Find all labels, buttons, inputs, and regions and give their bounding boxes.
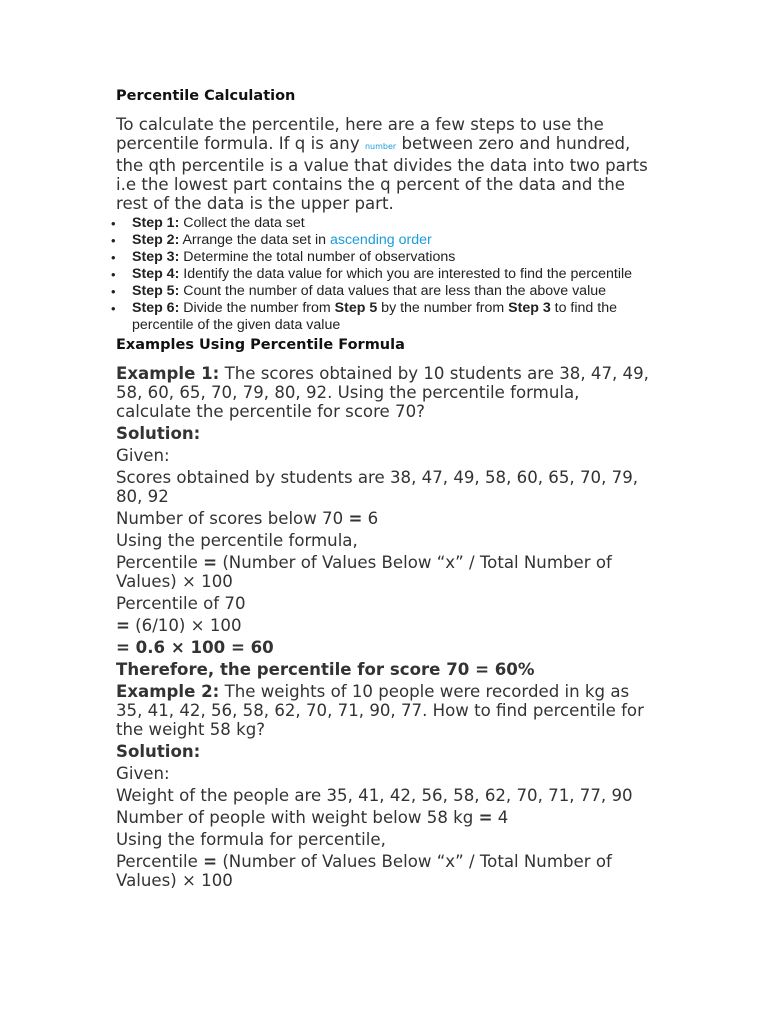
section-heading-examples: Examples Using Percentile Formula	[116, 337, 405, 353]
number-link[interactable]: number	[364, 142, 397, 151]
given-label: Given:	[116, 446, 170, 465]
weights-line: Weight of the people are 35, 41, 42, 56, 58, 62, 70, 71, 77, 90	[116, 786, 633, 805]
list-item	[132, 283, 656, 300]
intro-paragraph	[116, 115, 656, 213]
example-label: Example 2:	[116, 682, 220, 701]
list-item	[132, 232, 656, 249]
using-formula-line: Using the formula for percentile,	[116, 830, 386, 849]
calculation-line	[116, 616, 656, 635]
given-label: Given:	[116, 764, 170, 783]
intro-text-end: between zero and hundred, the qth percentile is a value that divides the data into two parts i.e the lowest part contains the q percent of the data and the rest of the data is the upper part.	[116, 134, 648, 213]
scores-line: Scores obtained by students are 38, 47, 49, 58, 60, 65, 70, 79, 80, 92	[116, 468, 639, 506]
example-1	[116, 364, 656, 679]
step-label: Step 3:	[132, 249, 180, 265]
step-ref: Step 5	[334, 300, 378, 316]
solution-label: Solution:	[116, 742, 201, 761]
line-text: (Number of Values Below “x” / Total Number of Values) × 100	[116, 852, 612, 890]
ascending-order-link[interactable]: ascending order	[329, 232, 432, 248]
steps-list	[116, 215, 656, 334]
step-ref: Step 3	[508, 300, 551, 316]
equals-sign: =	[478, 808, 493, 827]
percentile-of-line: Percentile of 70	[116, 594, 246, 613]
example-text: The weights of 10 people were recorded in kg as 35, 41, 42, 56, 58, 62, 70, 71, 90, 77. How to find percentile for the weight 58 kg?	[116, 682, 644, 739]
example-text: The scores obtained by 10 students are 38, 47, 49, 58, 60, 65, 70, 79, 80, 92. Using the percentile formula, calculate the percentile for score 70?	[116, 364, 649, 421]
step-label: Step 5:	[132, 283, 180, 299]
line-text: Number of scores below 70	[116, 509, 349, 528]
step-text: to find the percentile of the given data value	[132, 300, 617, 333]
line-text: Percentile	[116, 553, 204, 572]
list-item	[132, 266, 656, 283]
line-text: (6/10) × 100	[129, 616, 242, 635]
formula-line	[116, 852, 656, 890]
step-text: Arrange the data set in	[179, 232, 330, 248]
intro-text-start: To calculate the percentile, here are a few steps to use the percentile formula. If q is any	[116, 115, 604, 153]
below-count-line	[116, 808, 656, 827]
step-label: Step 4:	[132, 266, 180, 282]
step-text: Divide the number from	[179, 300, 335, 316]
using-formula-line: Using the percentile formula,	[116, 531, 358, 550]
equals-sign: =	[203, 852, 218, 871]
example-2	[116, 682, 656, 890]
step-label: Step 1:	[132, 215, 180, 231]
example-label: Example 1:	[116, 364, 220, 383]
example-1-question	[116, 364, 656, 421]
result-line: = 0.6 × 100 = 60	[116, 638, 274, 657]
formula-line	[116, 553, 656, 591]
step-text: Determine the total number of observations	[179, 249, 456, 265]
line-text: Percentile	[116, 852, 204, 871]
equals-sign: =	[116, 616, 130, 635]
solution-label: Solution:	[116, 424, 201, 443]
equals-sign: =	[348, 509, 363, 528]
list-item	[132, 300, 656, 334]
document-page	[116, 86, 656, 890]
step-label: Step 2:	[132, 232, 180, 248]
list-item	[132, 249, 656, 266]
step-label: Step 6:	[132, 300, 180, 316]
line-text: (Number of Values Below “x” / Total Number of Values) × 100	[116, 553, 612, 591]
line-text: 6	[362, 509, 379, 528]
step-text: Identify the data value for which you are interested to find the percentile	[179, 266, 633, 282]
step-text: Count the number of data values that are less than the above value	[179, 283, 607, 299]
section-heading-percentile-calculation: Percentile Calculation	[116, 88, 296, 104]
equals-sign: =	[203, 553, 218, 572]
line-text: 4	[492, 808, 509, 827]
conclusion-line: Therefore, the percentile for score 70 = 60%	[116, 660, 535, 679]
step-text: by the number from	[377, 300, 509, 316]
example-2-question	[116, 682, 656, 739]
list-item	[132, 215, 656, 232]
step-text: Collect the data set	[179, 215, 305, 231]
line-text: Number of people with weight below 58 kg	[116, 808, 479, 827]
below-count-line	[116, 509, 656, 528]
